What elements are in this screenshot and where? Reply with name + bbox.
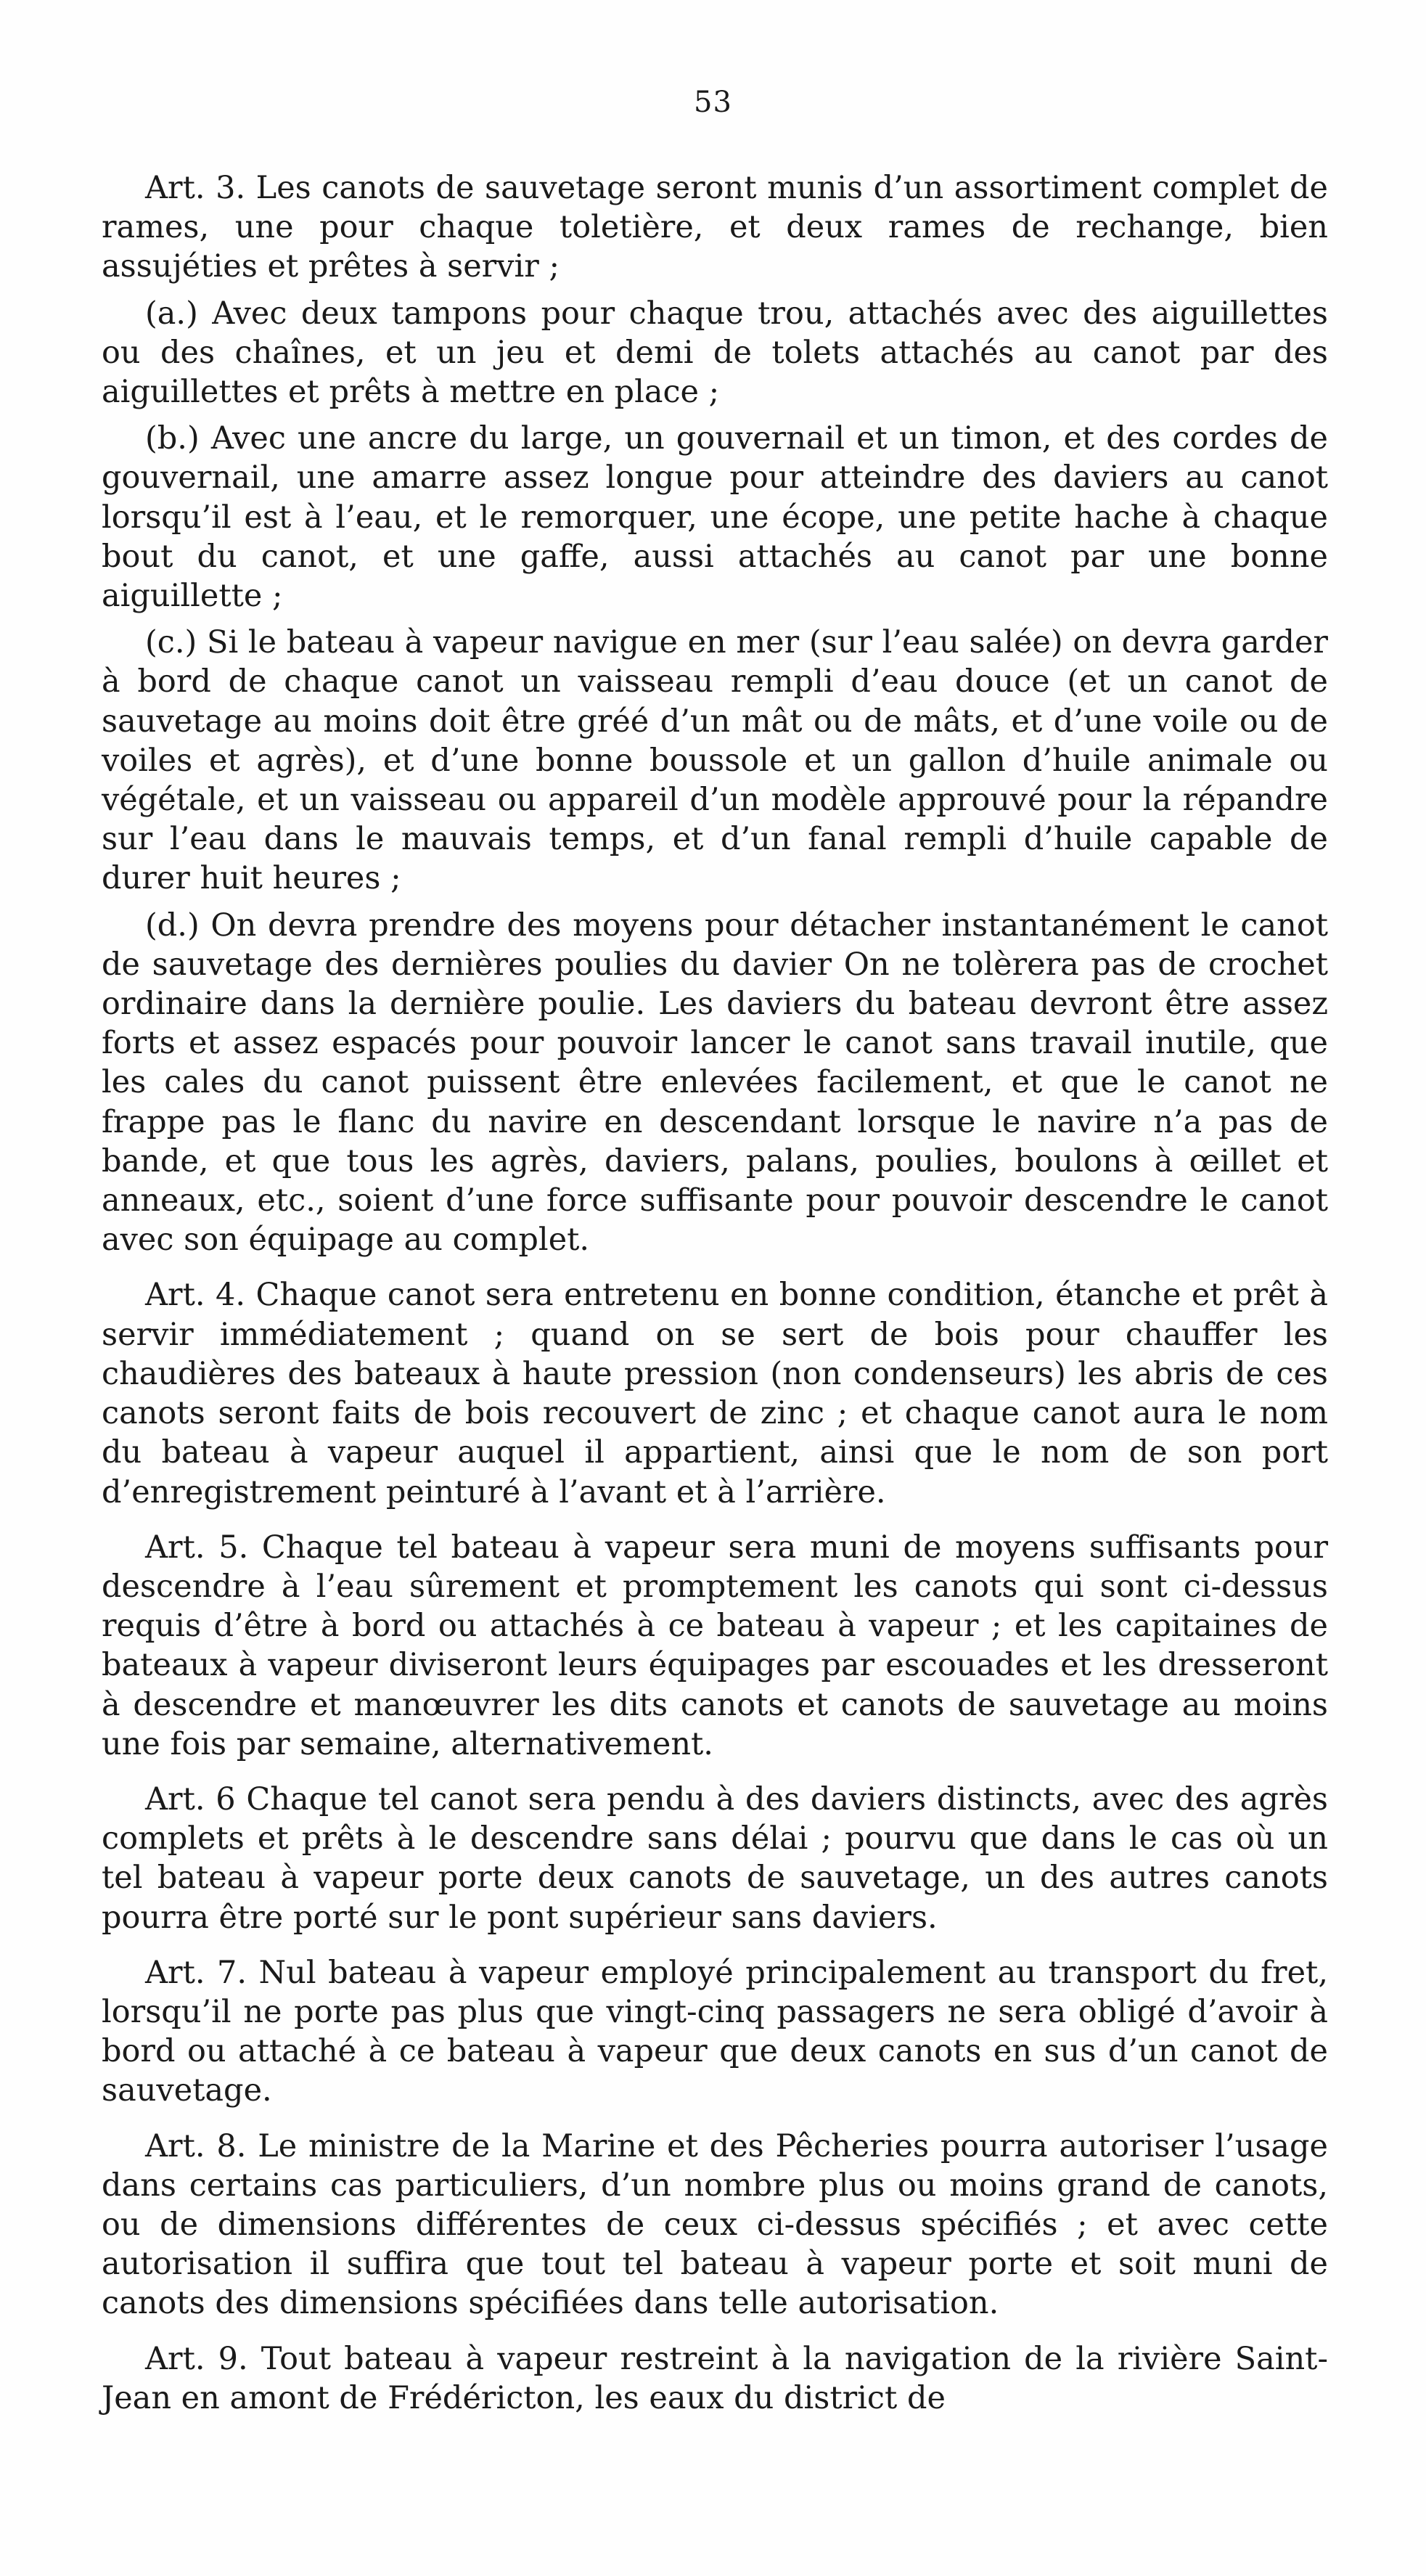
- document-body: [102, 168, 1328, 2418]
- article-6-paragraph: Art. 6 Chaque tel canot sera pendu à des daviers distincts, avec des agrès complets et prêts à le descendre sans délai ; pourvu que dans le cas où un tel bateau à vapeur porte deux canots de sauvetage, un des autres canots pourra être porté sur le pont supérieur sans daviers.: [102, 1780, 1328, 1936]
- article-3b-paragraph: (b.) Avec une ancre du large, un gouvernail et un timon, et des cordes de gouvernail, une amarre assez longue pour atteindre des daviers au canot lorsqu’il est à l’eau, et le remorquer, une écope, une petite hache à chaque bout du canot, et une gaffe, aussi attachés au canot par une bonne aiguillette ;: [102, 420, 1328, 615]
- article-3-paragraph: Art. 3. Les canots de sauvetage seront munis d’un assortiment complet de rames, une pour chaque toletière, et deux rames de rechange, bien assujéties et prêtes à servir ;: [102, 170, 1328, 285]
- article-9-paragraph: Art. 9. Tout bateau à vapeur restreint à la navigation de la rivière Saint-Jean en amont de Frédéricton, les eaux du district de: [102, 2340, 1328, 2416]
- article-4-paragraph: Art. 4. Chaque canot sera entretenu en bonne condition, étanche et prêt à servir immédiatement ; quand on se sert de bois pour chauffer les chaudières des bateaux à haute pression (non condenseurs) les abris de ces canots seront faits de bois recouvert de zinc ; et chaque canot aura le nom du bateau à vapeur auquel il appartient, ainsi que le nom de son port d’enregistrement peinturé à l’avant et à l’arrière.: [102, 1277, 1328, 1510]
- page-number: 53: [694, 86, 732, 119]
- article-8-paragraph: Art. 8. Le ministre de la Marine et des Pêcheries pourra autoriser l’usage dans certains cas particuliers, d’un nombre plus ou moins grand de canots, ou de dimensions différentes de ceux ci-dessus spécifiés ; et avec cette autorisation il suffira que tout tel bateau à vapeur porte et soit muni de canots des dimensions spécifiées dans telle autorisation.: [102, 2127, 1328, 2322]
- article-3d-paragraph: (d.) On devra prendre des moyens pour détacher instantanément le canot de sauvetage des dernières poulies du davier On ne tolèrera pas de crochet ordinaire dans la dernière poulie. Les daviers du bateau devront être assez forts et assez espacés pour pouvoir lancer le canot sans travail inutile, que les cales du canot puissent être enlevées facilement, et que le canot ne frappe pas le flanc du navire en descendant lorsque le navire n’a pas de bande, et que tous les agrès, daviers, palans, poulies, boulons à œillet et anneaux, etc., soient d’une force suffisante pour pouvoir descendre le canot avec son équipage au complet.: [102, 907, 1328, 1259]
- article-3c-paragraph: (c.) Si le bateau à vapeur navigue en mer (sur l’eau salée) on devra garder à bord de chaque canot un vaisseau rempli d’eau douce (et un canot de sauvetage au moins doit être gréé d’un mât ou de mâts, et d’une voile ou de voiles et agrès), et d’une bonne boussole et un gallon d’huile animale ou végétale, et un vaisseau ou appareil d’un modèle approuvé pour la répandre sur l’eau dans le mauvais temps, et d’un fanal rempli d’huile capable de durer huit heures ;: [102, 624, 1328, 897]
- article-5-paragraph: Art. 5. Chaque tel bateau à vapeur sera muni de moyens suffisants pour descendre à l’eau sûrement et promptement les canots qui sont ci-dessus requis d’être à bord ou attachés à ce bateau à vapeur ; et les capitaines de bateaux à vapeur diviseront leurs équipages par escouades et les dresseront à descendre et manœuvrer les dits canots et canots de sauvetage au moins une fois par semaine, alternativement.: [102, 1529, 1328, 1762]
- article-7-paragraph: Art. 7. Nul bateau à vapeur employé principalement au transport du fret, lorsqu’il ne porte pas plus que vingt-cinq passagers ne sera obligé d’avoir à bord ou attaché à ce bateau à vapeur que deux canots en sus d’un canot de sauvetage.: [102, 1954, 1328, 2109]
- article-3a-paragraph: (a.) Avec deux tampons pour chaque trou, attachés avec des aiguillettes ou des chaînes, et un jeu et demi de tolets attachés au canot par des aiguillettes et prêts à mettre en place ;: [102, 295, 1328, 411]
